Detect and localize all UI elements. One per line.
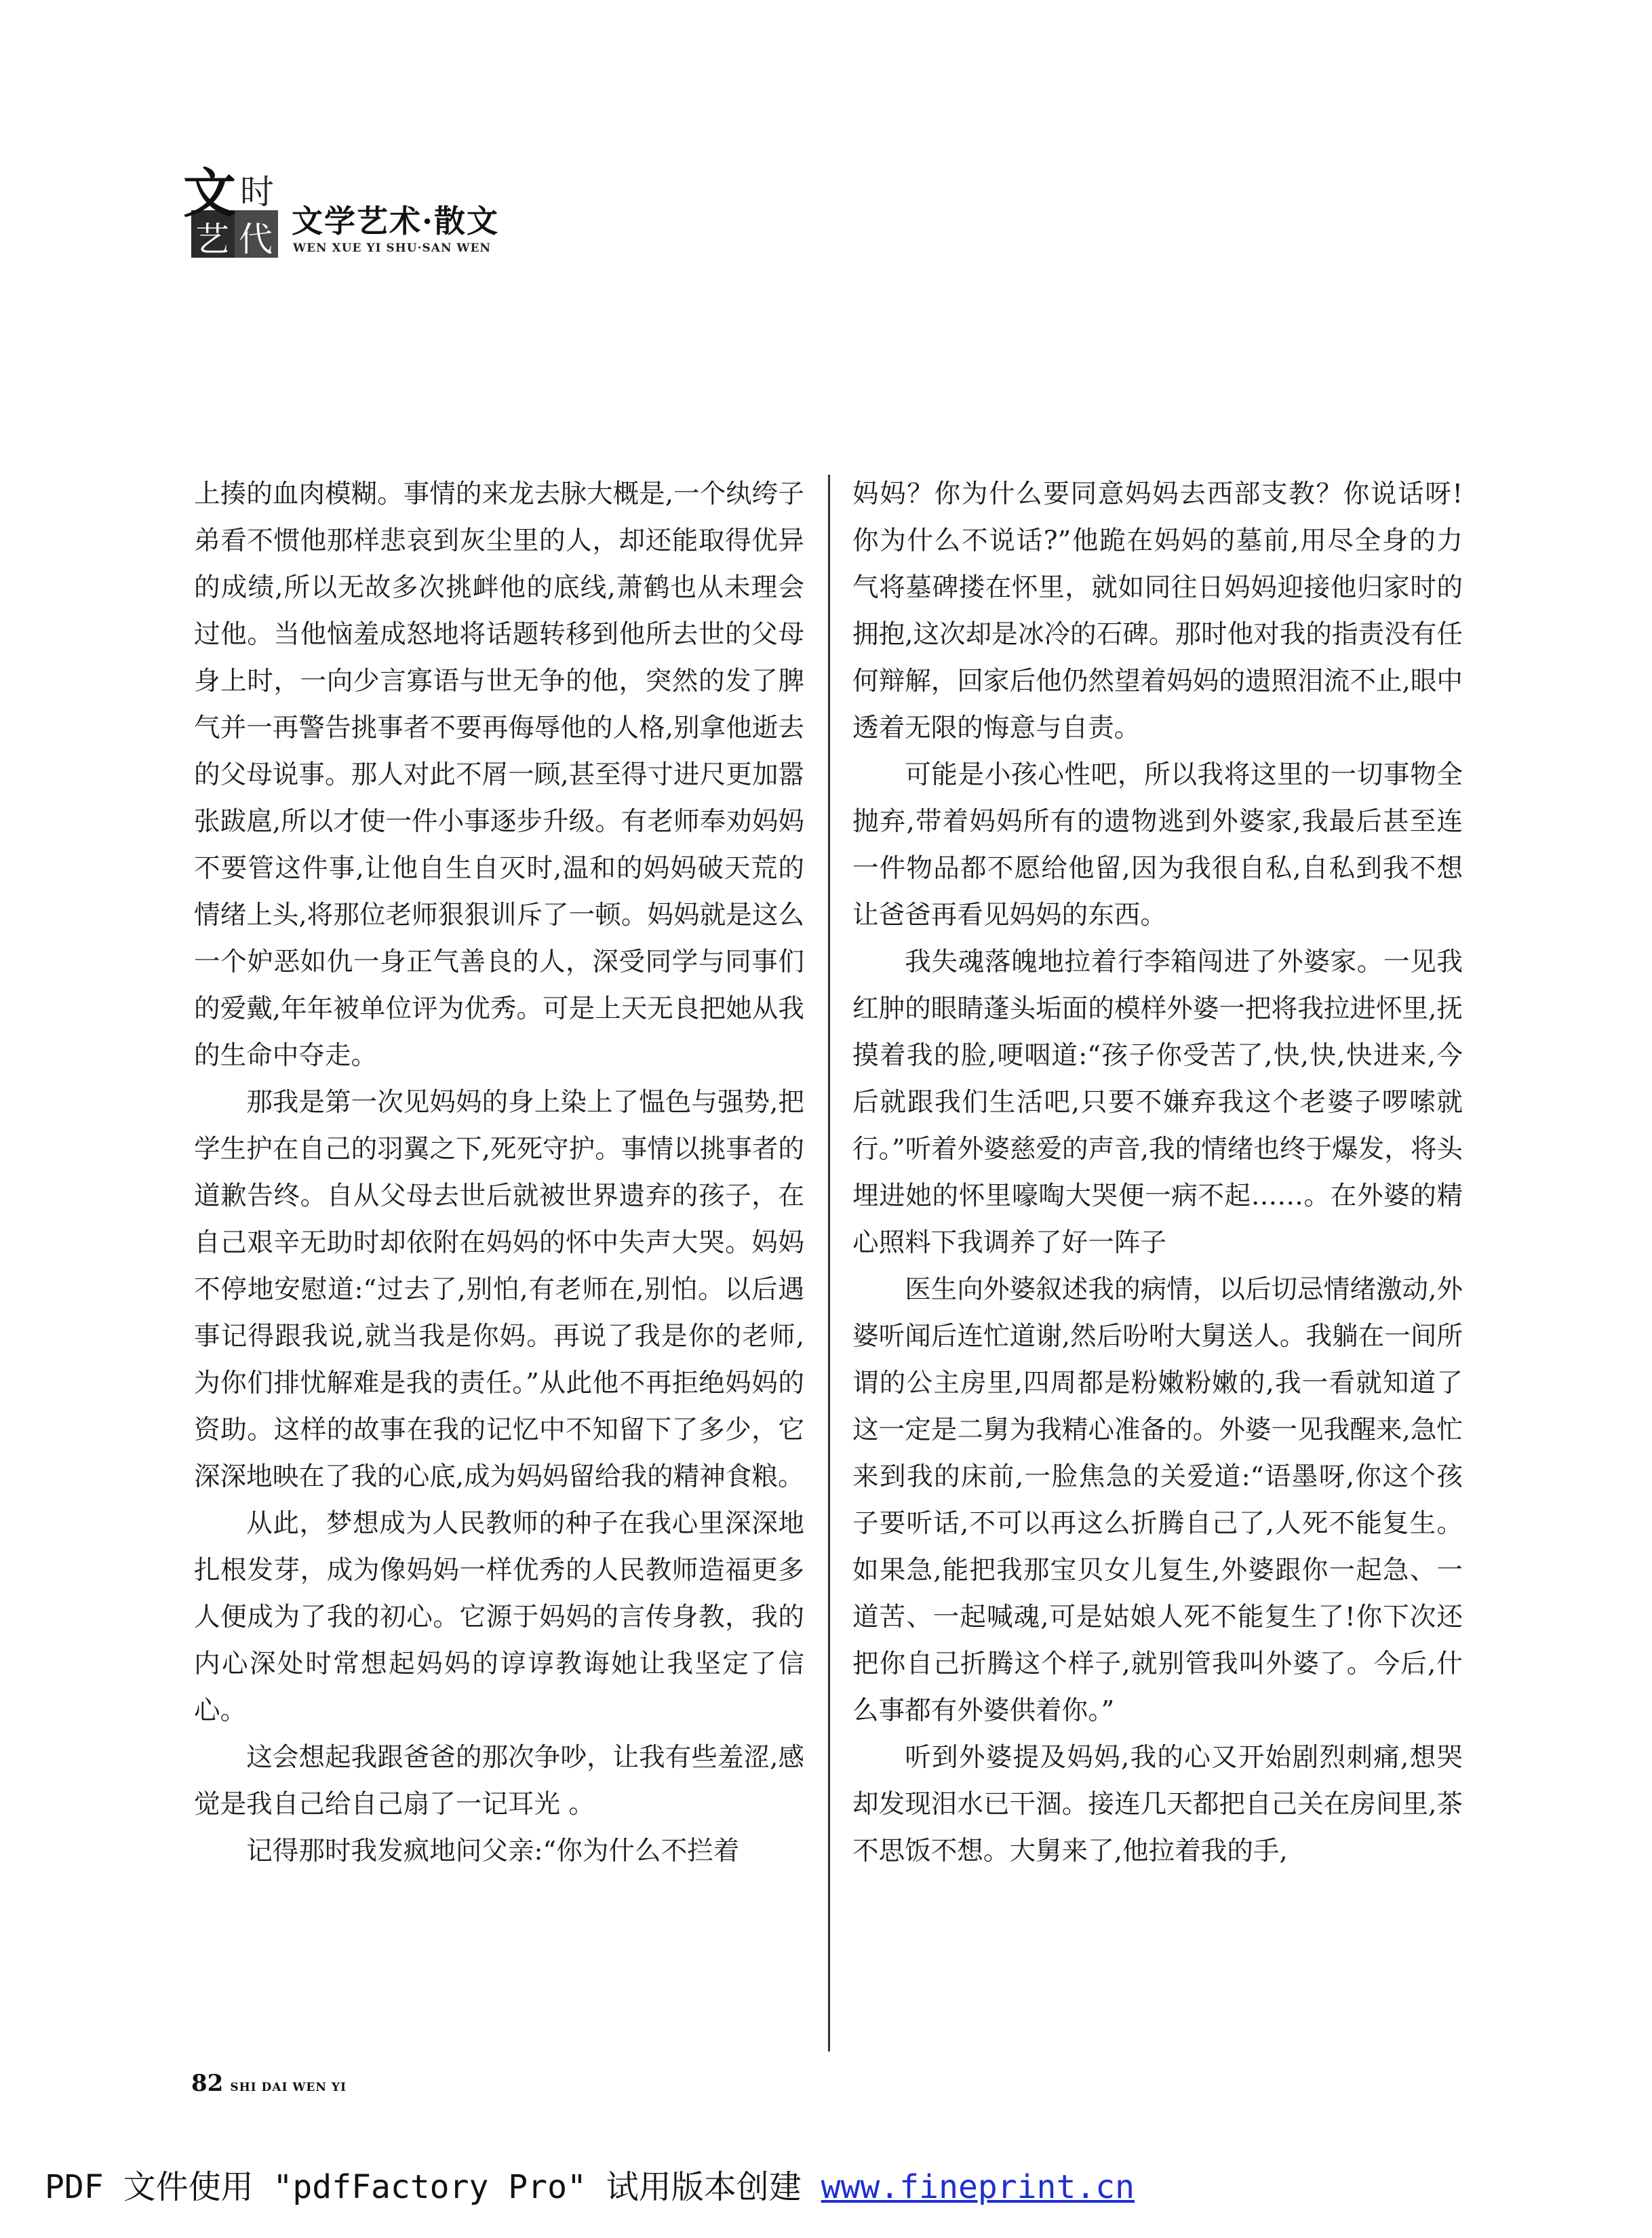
column-divider	[828, 475, 830, 2052]
magazine-logo	[178, 161, 286, 263]
section-pinyin: WEN XUE YI SHU·SAN WEN	[293, 241, 491, 255]
right-column	[852, 471, 1463, 1874]
masthead	[178, 161, 530, 263]
page-number: 82	[191, 2070, 224, 2097]
paragraph: 从此，梦想成为人民教师的种子在我心里深深地扎根发芽，成为像妈妈一样优秀的人民教师造福更多人便成为了我的初心。它源于妈妈的言传身教，我的内心深处时常想起妈妈的谆谆教诲她让我坚定了信心。	[194, 1508, 804, 1726]
logo-char-dai: 代	[239, 220, 273, 259]
paragraph: 这会想起我跟爸爸的那次争吵，让我有些羞涩,感觉是我自己给自己扇了一记耳光 。	[194, 1742, 804, 1820]
paragraph: 医生向外婆叙述我的病情，以后切忌情绪激动,外婆听闻后连忙道谢,然后吩咐大舅送人。我躺在一间所谓的公主房里,四周都是粉嫩粉嫩的,我一看就知道了这一定是二舅为我精心准备的。外婆一见我醒来,急忙来到我的床前,一脸焦急的关爱道:“语墨呀,你这个孩子要听话,不可以再这么折腾自己了,人死不能复生。如果急,能把我那宝贝女儿复生,外婆跟你一起急、一道苦、一起喊魂,可是姑娘人死不能复生了!你下次还把你自己折腾这个样子,就别管我叫外婆了。今后,什么事都有外婆供着你。”	[852, 1274, 1463, 1726]
section-title: 文学艺术·散文	[292, 203, 500, 239]
paragraph: 妈妈？你为什么要同意妈妈去西部支教？你说话呀!你为什么不说话?”他跪在妈妈的墓前,用尽全身的力气将墓碑搂在怀里，就如同往日妈妈迎接他归家时的拥抱,这次却是冰冷的石碑。那时他对我的指责没有任何辩解，回家后他仍然望着妈妈的遗照泪流不止,眼中透着无限的悔意与自责。	[852, 479, 1463, 743]
logo-char-yi: 艺	[195, 220, 229, 259]
fineprint-link[interactable]: www.fineprint.cn	[821, 2168, 1135, 2206]
pdf-notice	[45, 2161, 1135, 2207]
magazine-name: SHI DAI WEN YI	[230, 2081, 347, 2094]
paragraph: 那我是第一次见妈妈的身上染上了愠色与强势,把学生护在自己的羽翼之下,死死守护。事情以挑事者的道歉告终。自从父母去世后就被世界遗弃的孩子，在自己艰辛无助时却依附在妈妈的怀中失声大哭。妈妈不停地安慰道:“过去了,别怕,有老师在,别怕。以后遇事记得跟我说,就当我是你妈。再说了我是你的老师,为你们排忧解难是我的责任。”从此他不再拒绝妈妈的资助。这样的故事在我的记忆中不知留下了多少，它深深地映在了我的心底,成为妈妈留给我的精神食粮。	[194, 1087, 804, 1492]
page-folio	[191, 2070, 347, 2097]
logo-char-shi: 时	[240, 172, 274, 212]
paragraph: 听到外婆提及妈妈,我的心又开始剧烈刺痛,想哭却发现泪水已干涸。接连几天都把自己关在房间里,茶不思饭不想。大舅来了,他拉着我的手,	[852, 1742, 1463, 1866]
paragraph: 我失魂落魄地拉着行李箱闯进了外婆家。一见我红肿的眼睛蓬头垢面的模样外婆一把将我拉进怀里,抚摸着我的脸,哽咽道:“孩子你受苦了,快,快,快进来,今后就跟我们生活吧,只要不嫌弃我这个老婆子啰嗦就行。”听着外婆慈爱的声音,我的情绪也终于爆发，将头埋进她的怀里嚎啕大哭便一病不起……。在外婆的精心照料下我调养了好一阵子	[852, 947, 1463, 1258]
paragraph: 上揍的血肉模糊。事情的来龙去脉大概是,一个纨绔子弟看不惯他那样悲哀到灰尘里的人，却还能取得优异的成绩,所以无故多次挑衅他的底线,萧鹤也从未理会过他。当他恼羞成怒地将话题转移到他所去世的父母身上时，一向少言寡语与世无争的他，突然的发了脾气并一再警告挑事者不要再侮辱他的人格,别拿他逝去的父母说事。那人对此不屑一顾,甚至得寸进尺更加嚣张跋扈,所以才使一件小事逐步升级。有老师奉劝妈妈不要管这件事,让他自生自灭时,温和的妈妈破天荒的情绪上头,将那位老师狠狠训斥了一顿。妈妈就是这么一个妒恶如仇一身正气善良的人，深受同学与同事们的爱戴,年年被单位评为优秀。可是上天无良把她从我的生命中夺走。	[194, 479, 804, 1071]
logo-char-wen: 文	[183, 163, 237, 224]
paragraph: 可能是小孩心性吧，所以我将这里的一切事物全抛弃,带着妈妈所有的遗物逃到外婆家,我最后甚至连一件物品都不愿给他留,因为我很自私,自私到我不想让爸爸再看见妈妈的东西。	[852, 760, 1463, 930]
magazine-logo-mark	[178, 161, 286, 263]
pdf-notice-text: PDF 文件使用 "pdfFactory Pro" 试用版本创建	[45, 2168, 821, 2206]
paragraph: 记得那时我发疯地问父亲:“你为什么不拦着	[246, 1836, 740, 1866]
left-column	[194, 471, 804, 1874]
